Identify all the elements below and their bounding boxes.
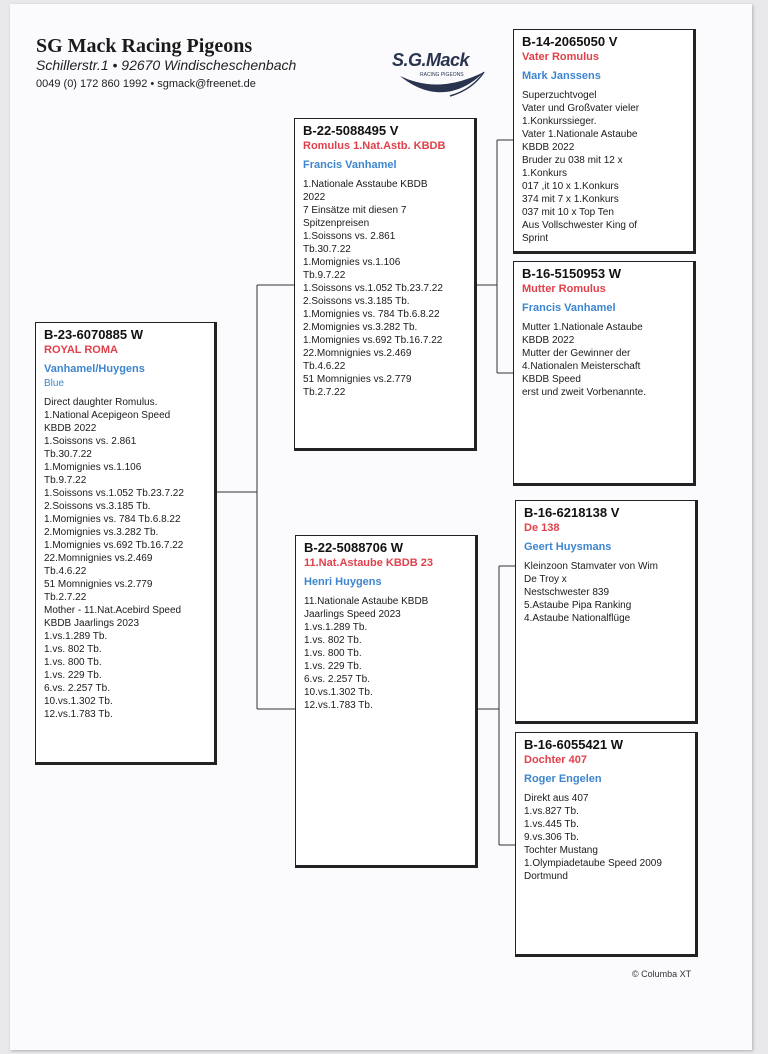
note-line: Tb.30.7.22 bbox=[303, 244, 351, 255]
note-line: 12.vs.1.783 Tb. bbox=[44, 709, 113, 720]
note-line: 374 mit 7 x 1.Konkurs bbox=[522, 194, 619, 205]
note-line: Direct daughter Romulus. bbox=[44, 397, 158, 408]
note-line: 1.Momignies vs.1.106 bbox=[44, 462, 142, 473]
pigeon-name: Vater Romulus bbox=[522, 51, 600, 63]
note-line: 2.Soissons vs.3.185 Tb. bbox=[44, 501, 151, 512]
pigeon-breeder: Francis Vanhamel bbox=[522, 302, 616, 314]
note-line: 2.Momignies vs.3.282 Tb. bbox=[44, 527, 159, 538]
note-line: 1.Soissons vs. 2.861 bbox=[44, 436, 137, 447]
note-line: Direkt aus 407 bbox=[524, 793, 589, 804]
note-line: 1.Soissons vs.1.052 Tb.23.7.22 bbox=[44, 488, 184, 499]
pigeon-notes bbox=[522, 321, 685, 399]
note-line: 6.vs. 2.257 Tb. bbox=[44, 683, 110, 694]
pigeon-notes bbox=[304, 595, 467, 712]
note-line: 1.vs.445 Tb. bbox=[524, 819, 579, 830]
note-line: 7 Einsätze mit diesen 7 bbox=[303, 205, 407, 216]
pigeon-notes bbox=[303, 178, 466, 399]
note-line: 12.vs.1.783 Tb. bbox=[304, 700, 373, 711]
note-line: 1.Momignies vs.1.106 bbox=[303, 257, 401, 268]
loft-logo-subtitle: RACING PIGEONS bbox=[420, 72, 464, 78]
note-line: 1.Konkurssieger. bbox=[522, 116, 597, 127]
note-line: 1.Olympiadetaube Speed 2009 bbox=[524, 858, 662, 869]
pigeon-color: Blue bbox=[44, 378, 65, 389]
note-line: 10.vs.1.302 Tb. bbox=[44, 696, 113, 707]
note-line: 1.vs. 800 Tb. bbox=[304, 648, 362, 659]
pigeon-card-dam bbox=[295, 535, 478, 868]
note-line: 6.vs. 2.257 Tb. bbox=[304, 674, 370, 685]
pigeon-breeder: Francis Vanhamel bbox=[303, 159, 397, 171]
note-line: erst und zweit Vorbenannte. bbox=[522, 387, 646, 398]
loft-address: Schillerstr.1 • 92670 Windischeschenbach bbox=[36, 57, 297, 73]
note-line: Tb.9.7.22 bbox=[303, 270, 346, 281]
note-line: Kleinzoon Stamvater von Wim bbox=[524, 561, 658, 572]
note-line: 1.vs. 800 Tb. bbox=[44, 657, 102, 668]
pigeon-notes bbox=[524, 560, 687, 625]
ring-number: B-14-2065050 V bbox=[522, 34, 618, 49]
ring-number: B-22-5088495 V bbox=[303, 123, 399, 138]
ring-number: B-22-5088706 W bbox=[304, 540, 403, 555]
note-line: 2022 bbox=[303, 192, 326, 203]
note-line: 1.vs. 802 Tb. bbox=[44, 644, 102, 655]
ring-number: B-16-6218138 V bbox=[524, 505, 620, 520]
note-line: 51 Momnignies vs.2.779 bbox=[303, 374, 412, 385]
note-line: 1.vs. 802 Tb. bbox=[304, 635, 362, 646]
note-line: Tb.30.7.22 bbox=[44, 449, 92, 460]
note-line: Bruder zu 038 mit 12 x bbox=[522, 155, 623, 166]
note-line: 1.Momignies vs.692 Tb.16.7.22 bbox=[44, 540, 184, 551]
note-line: 1.Nationale Asstaube KBDB bbox=[303, 179, 428, 190]
ring-number: B-16-6055421 W bbox=[524, 737, 623, 752]
note-line: Sprint bbox=[522, 233, 549, 244]
pigeon-name: De 138 bbox=[524, 522, 560, 534]
pigeon-name: Dochter 407 bbox=[524, 754, 587, 766]
pigeon-breeder: Geert Huysmans bbox=[524, 541, 612, 553]
note-line: KBDB Jaarlings 2023 bbox=[44, 618, 140, 629]
note-line: 1.Soissons vs. 2.861 bbox=[303, 231, 396, 242]
note-line: 1.Momignies vs. 784 Tb.6.8.22 bbox=[44, 514, 181, 525]
loft-contact: 0049 (0) 172 860 1992 • sgmack@freenet.de bbox=[36, 78, 256, 90]
pigeon-card-sire bbox=[294, 118, 477, 451]
note-line: 1.Soissons vs.1.052 Tb.23.7.22 bbox=[303, 283, 443, 294]
note-line: 22.Momnignies vs.2.469 bbox=[44, 553, 153, 564]
note-line: KBDB 2022 bbox=[44, 423, 97, 434]
note-line: 1.vs.1.289 Tb. bbox=[304, 622, 368, 633]
note-line: Vater und Großvater vieler bbox=[522, 103, 640, 114]
pigeon-notes bbox=[522, 89, 685, 245]
footer-copyright: © Columba XT bbox=[632, 969, 692, 979]
note-line: 4.Nationalen Meisterschaft bbox=[522, 361, 641, 372]
note-line: 1.vs.1.289 Tb. bbox=[44, 631, 108, 642]
note-line: Tb.2.7.22 bbox=[44, 592, 87, 603]
pigeon-card-dam-dam bbox=[515, 732, 698, 957]
note-line: 22.Momnignies vs.2.469 bbox=[303, 348, 412, 359]
loft-title: SG Mack Racing Pigeons bbox=[36, 35, 253, 57]
note-line: Jaarlings Speed 2023 bbox=[304, 609, 401, 620]
pigeon-breeder: Henri Huygens bbox=[304, 576, 382, 588]
note-line: 1.Momignies vs. 784 Tb.6.8.22 bbox=[303, 309, 440, 320]
ring-number: B-16-5150953 W bbox=[522, 266, 621, 281]
note-line: 1.vs. 229 Tb. bbox=[304, 661, 362, 672]
pigeon-notes bbox=[524, 792, 687, 883]
note-line: 2.Soissons vs.3.185 Tb. bbox=[303, 296, 410, 307]
note-line: 5.Astaube Pipa Ranking bbox=[524, 600, 632, 611]
note-line: Tb.4.6.22 bbox=[44, 566, 87, 577]
pigeon-card-sire-sire bbox=[513, 29, 696, 254]
note-line: Tochter Mustang bbox=[524, 845, 598, 856]
note-line: Vater 1.Nationale Astaube bbox=[522, 129, 638, 140]
note-line: Mother - 11.Nat.Acebird Speed bbox=[44, 605, 182, 616]
pigeon-name: Romulus 1.Nat.Astb. KBDB bbox=[303, 140, 446, 152]
pigeon-breeder: Roger Engelen bbox=[524, 773, 602, 785]
note-line: 1.vs. 229 Tb. bbox=[44, 670, 102, 681]
note-line: KBDB Speed bbox=[522, 374, 581, 385]
pigeon-name: 11.Nat.Astaube KBDB 23 bbox=[304, 557, 433, 569]
note-line: 9.vs.306 Tb. bbox=[524, 832, 579, 843]
note-line: De Troy x bbox=[524, 574, 567, 585]
note-line: Dortmund bbox=[524, 871, 568, 882]
note-line: 2.Momignies vs.3.282 Tb. bbox=[303, 322, 418, 333]
pigeon-breeder: Vanhamel/Huygens bbox=[44, 363, 145, 375]
note-line: 10.vs.1.302 Tb. bbox=[304, 687, 373, 698]
pigeon-card-subject bbox=[35, 322, 217, 765]
note-line: Tb.4.6.22 bbox=[303, 361, 346, 372]
note-line: 1.Momignies vs.692 Tb.16.7.22 bbox=[303, 335, 443, 346]
ring-number: B-23-6070885 W bbox=[44, 327, 143, 342]
note-line: 1.vs.827 Tb. bbox=[524, 806, 579, 817]
note-line: 51 Momnignies vs.2.779 bbox=[44, 579, 153, 590]
note-line: 1.National Acepigeon Speed bbox=[44, 410, 171, 421]
pigeon-notes bbox=[44, 396, 206, 721]
pigeon-card-dam-sire bbox=[515, 500, 698, 724]
loft-logo: S.G.Mack bbox=[392, 50, 470, 70]
pigeon-name: Mutter Romulus bbox=[522, 283, 606, 295]
note-line: Aus Vollschwester King of bbox=[522, 220, 638, 231]
note-line: Superzuchtvogel bbox=[522, 90, 597, 101]
note-line: Mutter 1.Nationale Astaube bbox=[522, 322, 643, 333]
note-line: 4.Astaube Nationalflüge bbox=[524, 613, 631, 624]
note-line: Mutter der Gewinner der bbox=[522, 348, 631, 359]
note-line: 11.Nationale Astaube KBDB bbox=[304, 596, 429, 607]
pigeon-breeder: Mark Janssens bbox=[522, 70, 601, 82]
note-line: 1.Konkurs bbox=[522, 168, 568, 179]
note-line: Tb.2.7.22 bbox=[303, 387, 346, 398]
note-line: Nestschwester 839 bbox=[524, 587, 610, 598]
pigeon-card-sire-dam bbox=[513, 261, 696, 486]
note-line: Spitzenpreisen bbox=[303, 218, 370, 229]
note-line: KBDB 2022 bbox=[522, 142, 575, 153]
note-line: KBDB 2022 bbox=[522, 335, 575, 346]
pigeon-name: ROYAL ROMA bbox=[44, 344, 118, 356]
note-line: 037 mit 10 x Top Ten bbox=[522, 207, 614, 218]
note-line: Tb.9.7.22 bbox=[44, 475, 87, 486]
note-line: 017 ,it 10 x 1.Konkurs bbox=[522, 181, 619, 192]
